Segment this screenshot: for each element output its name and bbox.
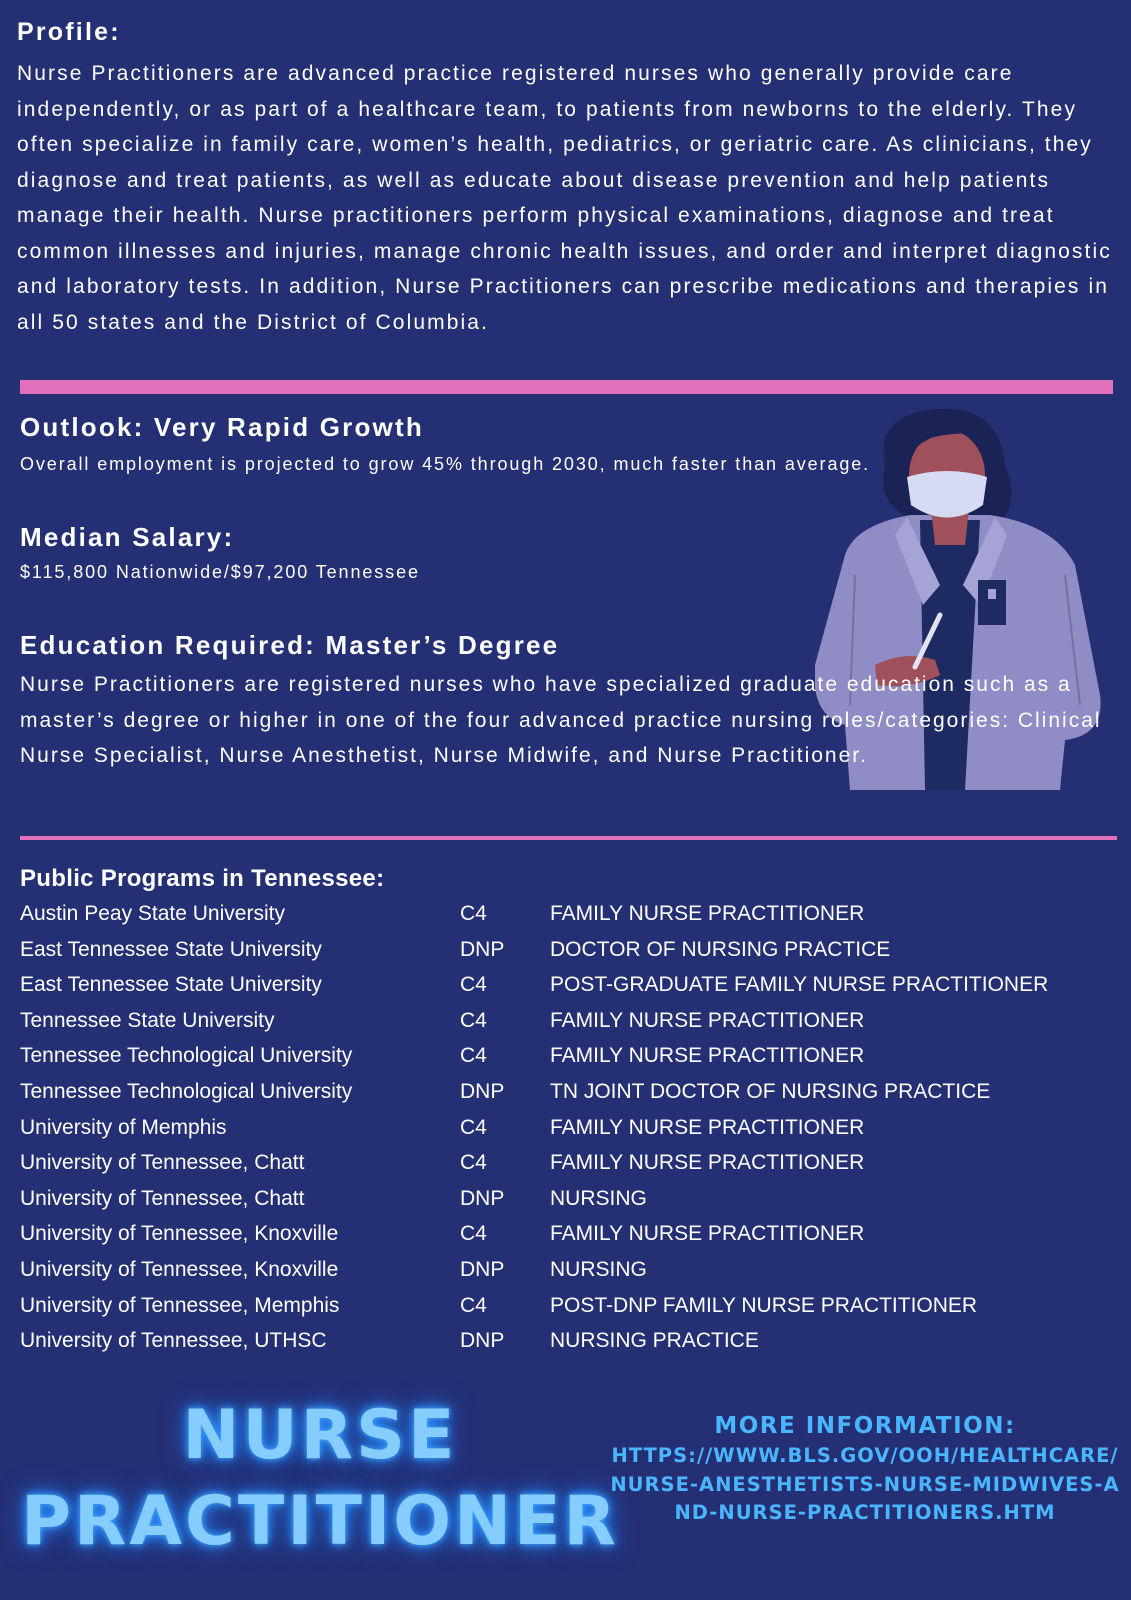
degree-type: C4 — [460, 902, 487, 925]
degree-type: DNP — [460, 1079, 505, 1103]
title-line-2: PRACTITIONER — [21, 1482, 619, 1561]
university-name: University of Tennessee, Chatt — [20, 1151, 305, 1175]
profile-heading: Profile: — [17, 18, 121, 46]
program-name: FAMILY NURSE PRACTITIONER — [550, 1044, 865, 1068]
program-name: FAMILY NURSE PRACTITIONER — [550, 1222, 865, 1246]
degree-type: C4 — [460, 1044, 487, 1068]
programs-heading: Public Programs in Tennessee: — [20, 865, 385, 892]
salary-text: $115,800 Nationwide/$97,200 Tennessee — [20, 562, 420, 582]
university-name: Tennessee State University — [20, 1008, 275, 1032]
program-name: POST-DNP FAMILY NURSE PRACTITIONER — [550, 1293, 978, 1317]
salary-heading: Median Salary: — [20, 522, 235, 552]
program-name: FAMILY NURSE PRACTITIONER — [550, 1008, 865, 1032]
university-name: University of Tennessee, Memphis — [20, 1293, 340, 1317]
degree-type: DNP — [460, 1186, 505, 1210]
divider — [20, 836, 1117, 840]
degree-type: C4 — [460, 1115, 487, 1139]
education-heading: Education Required: Master’s Degree — [20, 630, 560, 660]
more-info-label: MORE INFORMATION: — [714, 1413, 1016, 1439]
degree-type: DNP — [460, 1329, 505, 1353]
degree-type: C4 — [460, 1293, 487, 1317]
outlook-text: Overall employment is projected to grow 45% through 2030, much faster than average. — [20, 454, 871, 474]
education-text: Nurse Practitioners are registered nurses who have specialized graduate education such as a master’s degree or higher in one of the four advanced practice nursing roles/categories: Clinical Nurse Specialist, Nurse Anesthetist, Nurse Midwife, and Nurse Practitioner. — [20, 673, 1102, 767]
degree-type: C4 — [460, 1008, 487, 1032]
profile-text: Nurse Practitioners are advanced practice registered nurses who generally provide care independently, or as part of a healthcare team, to patients from newborns to the elderly. They often specialize in family care, women’s health, pediatrics, or geriatric care. As clinicians, they diagnose and treat patients, as well as educate about disease prevention and help patients manage their health. Nurse practitioners perform physical examinations, diagnose and treat common illnesses and injuries, manage chronic health issues, and order and interpret diagnostic and laboratory tests. In addition, Nurse Practitioners can prescribe medications and therapies in all 50 states and the District of Columbia. — [17, 62, 1112, 334]
program-name: FAMILY NURSE PRACTITIONER — [550, 1115, 865, 1139]
university-name: University of Tennessee, Chatt — [20, 1186, 305, 1210]
outlook-heading: Outlook: Very Rapid Growth — [20, 412, 424, 442]
degree-type: C4 — [460, 1222, 487, 1246]
university-name: University of Tennessee, Knoxville — [20, 1222, 339, 1246]
program-name: NURSING — [550, 1257, 647, 1281]
program-name: TN JOINT DOCTOR OF NURSING PRACTICE — [550, 1079, 991, 1103]
poster-title — [20, 1393, 620, 1565]
university-name: East Tennessee State University — [20, 937, 322, 961]
divider — [20, 380, 1113, 394]
degree-type: C4 — [460, 973, 487, 997]
more-info-link[interactable]: HTTPS://WWW.BLS.GOV/OOH/HEALTHCARE/NURSE-ANESTHETISTS-NURSE-MIDWIVES-AND-NURSE-PRACTITIONERS.HTM — [610, 1444, 1120, 1524]
university-name: University of Memphis — [20, 1115, 227, 1139]
university-name: East Tennessee State University — [20, 973, 322, 997]
program-name: NURSING — [550, 1186, 647, 1210]
degree-type: DNP — [460, 937, 505, 961]
title-line-1: NURSE — [182, 1396, 458, 1475]
university-name: Austin Peay State University — [20, 902, 285, 925]
program-name: FAMILY NURSE PRACTITIONER — [550, 902, 865, 925]
program-name: DOCTOR OF NURSING PRACTICE — [550, 937, 891, 961]
university-name: Tennessee Technological University — [20, 1079, 353, 1103]
university-name: University of Tennessee, Knoxville — [20, 1257, 339, 1281]
more-info — [605, 1410, 1125, 1528]
degree-type: DNP — [460, 1257, 505, 1281]
university-name: University of Tennessee, UTHSC — [20, 1329, 327, 1353]
degree-type: C4 — [460, 1151, 487, 1175]
program-name: POST-GRADUATE FAMILY NURSE PRACTITIONER — [550, 973, 1049, 997]
university-name: Tennessee Technological University — [20, 1044, 353, 1068]
program-name: FAMILY NURSE PRACTITIONER — [550, 1151, 865, 1175]
program-name: NURSING PRACTICE — [550, 1329, 759, 1353]
